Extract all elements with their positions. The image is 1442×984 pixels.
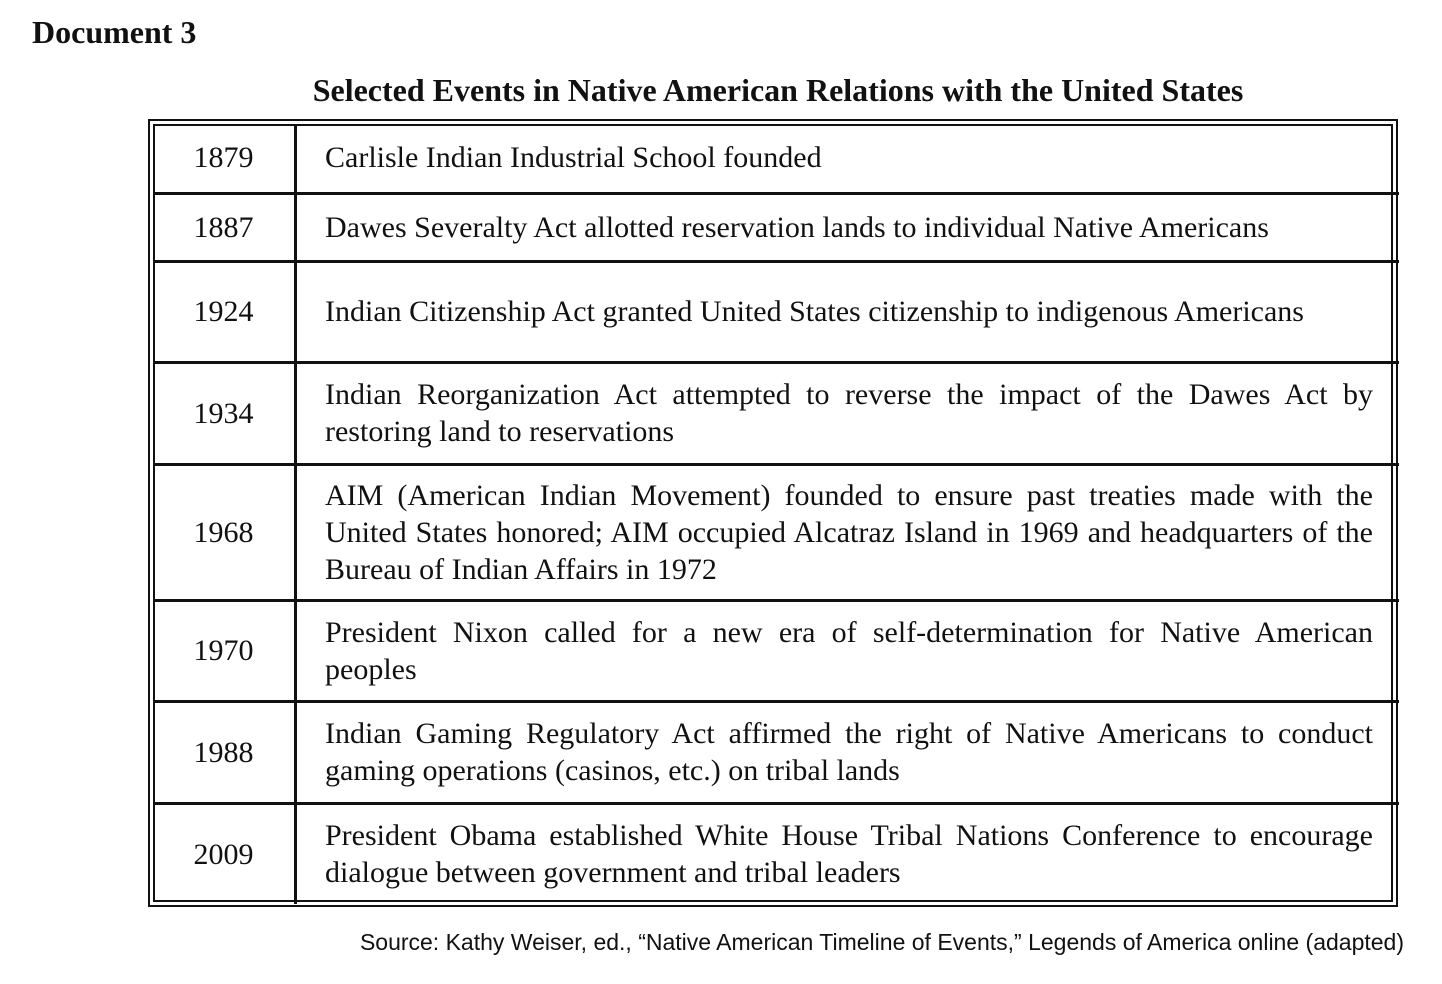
- table-row: [153, 803, 1399, 904]
- table-title: Selected Events in Native American Relations with the United States: [312, 72, 1244, 108]
- year-cell: 2009: [153, 803, 296, 904]
- table-row: [153, 464, 1399, 600]
- source-citation: Source: Kathy Weiser, ed., “Native American Timeline of Events,” Legends of America online (adapted): [359, 929, 1404, 955]
- table-row: [153, 600, 1399, 701]
- events-table: [153, 124, 1399, 904]
- table-row: [153, 124, 1399, 193]
- event-cell: President Obama established White House Tribal Nations Conference to encourage dialogue between government and tribal leaders: [325, 819, 1373, 890]
- year-cell: 1887: [153, 193, 296, 261]
- event-cell: Dawes Severalty Act allotted reservation lands to individual Native Americans: [296, 193, 1400, 261]
- year-cell: 1988: [153, 701, 296, 803]
- table-row: [153, 261, 1399, 362]
- table-row: [153, 362, 1399, 464]
- document-label: Document 3: [32, 14, 197, 50]
- event-cell: Indian Gaming Regulatory Act affirmed the right of Native Americans to conduct gaming operations (casinos, etc.) on tribal lands: [296, 701, 1400, 803]
- event-cell: President Nixon called for a new era of self-determination for Native American peoples: [296, 600, 1400, 701]
- year-cell: 1968: [153, 464, 296, 600]
- event-cell: Carlisle Indian Industrial School founded: [296, 124, 1400, 193]
- table-row: [153, 701, 1399, 803]
- year-cell: 1924: [153, 261, 296, 362]
- year-cell: 1970: [153, 600, 296, 701]
- event-cell: Indian Reorganization Act attempted to reverse the impact of the Dawes Act by restoring land to reservations: [296, 362, 1400, 464]
- event-cell: AIM (American Indian Movement) founded to ensure past treaties made with the United States honored; AIM occupied Alcatraz Island in 1969 and headquarters of the Bureau of Indian Affairs in 1972: [296, 464, 1400, 600]
- year-cell: 1879: [153, 124, 296, 193]
- year-cell: 1934: [153, 362, 296, 464]
- table-row: [153, 193, 1399, 261]
- event-cell: Indian Citizenship Act granted United States citizenship to indigenous Americans: [296, 261, 1400, 362]
